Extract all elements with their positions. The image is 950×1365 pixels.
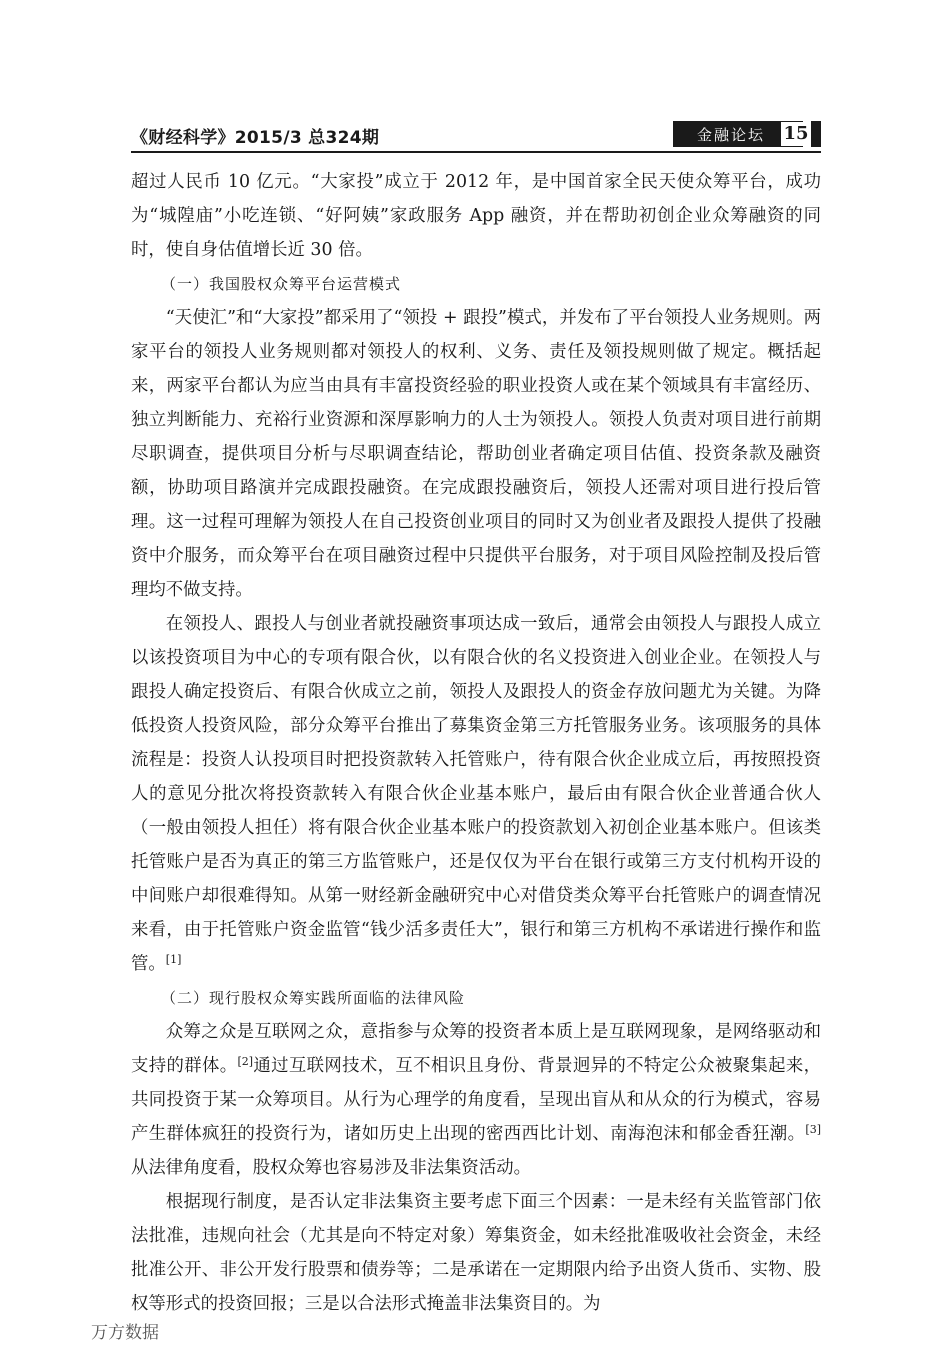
page-corner-block — [811, 121, 821, 147]
header-rule — [131, 151, 821, 153]
paragraph-2: “天使汇”和“大家投”都采用了“领投 + 跟投”模式，并发布了平台领投人业务规则。两家平台的领投人业务规则都对领投人的权利、义务、责任及领投规则做了规定。概括起来，两家平台都认为应当由具有丰富投资经验的职业投资人或在某个领域具有丰富经历、独立判断能力、充裕行业资源和深厚影响力的人士为领投人。领投人负责对项目进行前期尽职调查，提供项目分析与尽职调查结论，帮助创业者确定项目估值、投资条款及融资额，协助项目路演并完成跟投融资。在完成跟投融资后，领投人还需对项目进行投后管理。这一过程可理解为领投人在自己投资创业项目的同时又为创业者及跟投人提供了投融资中介服务，而众筹平台在项目融资过程中只提供平台服务，对于项目风险控制及投后管理均不做支持。 — [131, 308, 821, 600]
footer-watermark: 万方数据 — [91, 1323, 159, 1343]
paragraph-4 — [131, 1015, 821, 1185]
paragraph-5: 根据现行制度，是否认定非法集资主要考虑下面三个因素：一是未经有关监管部门依法批准，违规向社会（尤其是向不特定对象）筹集资金，如未经批准吸收社会资金，未经批准公开、非公开发行股票和债券等；二是承诺在一定期限内给予出资人货币、实物、股权等形式的投资回报；三是以合法形式掩盖非法集资目的。为 — [131, 1192, 821, 1314]
subsection-heading-2: （二）现行股权众筹实践所面临的法律风险 — [161, 989, 466, 1007]
paragraph-3 — [131, 607, 821, 981]
page-number: 15 — [781, 122, 811, 146]
journal-title: 《财经科学》2015/3 总324期 — [131, 128, 380, 148]
paragraph-1: 超过人民币 10 亿元。“大家投”成立于 2012 年，是中国首家全民天使众筹平台，成功为“城隍庙”小吃连锁、“好阿姨”家政服务 App 融资，并在帮助初创企业众筹融资的同时，使自身估值增长近 30 倍。 — [131, 172, 821, 260]
paragraph-4-text-a: 众筹之众是互联网之众，意指参与众筹的投资者本质上是互联网现象，是网络驱动和支持的群体。 — [131, 1022, 821, 1076]
citation-1[interactable]: [1] — [165, 953, 182, 966]
paragraph-4-text-b: 通过互联网技术，互不相识且身份、背景迥异的不特定公众被聚集起来，共同投资于某一众筹项目。从行为心理学的角度看，呈现出盲从和从众的行为模式，容易产生群体疯狂的投资行为，诸如历史上出现的密西西比计划、南海泡沫和郁金香狂潮。 — [131, 1056, 821, 1144]
page-header — [131, 119, 821, 153]
section-label: 金融论坛 — [696, 126, 765, 144]
paragraph-4-text-c: 从法律角度看，股权众筹也容易涉及非法集资活动。 — [131, 1158, 531, 1178]
subsection-heading-1: （一）我国股权众筹平台运营模式 — [161, 275, 402, 293]
article-body — [131, 165, 821, 1321]
citation-2[interactable]: [2] — [237, 1055, 254, 1068]
citation-3[interactable]: [3] — [805, 1123, 821, 1136]
paragraph-3-text: 在领投人、跟投人与创业者就投融资事项达成一致后，通常会由领投人与跟投人成立以该投资项目为中心的专项有限合伙，以有限合伙的名义投资进入创业企业。在领投人与跟投人确定投资后、有限合伙成立之前，领投人及跟投人的资金存放问题尤为关键。为降低投资人投资风险，部分众筹平台推出了募集资金第三方托管服务业务。该项服务的具体流程是：投资人认投项目时把投资款转入托管账户，待有限合伙企业成立后，再按照投资人的意见分批次将投资款转入有限合伙企业基本账户，最后由有限合伙企业普通合伙人（一般由领投人担任）将有限合伙企业基本账户的投资款划入初创企业基本账户。但该类托管账户是否为真正的第三方监管账户，还是仅仅为平台在银行或第三方支付机构开设的中间账户却很难得知。从第一财经新金融研究中心对借贷类众筹平台托管账户的调查情况来看，由于托管账户资金监管“钱少活多责任大”，银行和第三方机构不承诺进行操作和监管。 — [131, 614, 821, 974]
